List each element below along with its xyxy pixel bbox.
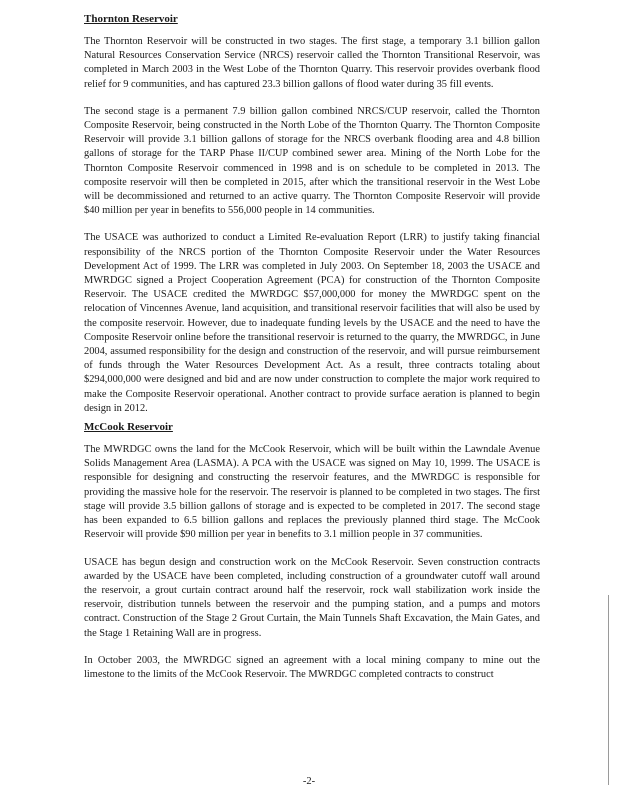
page-number: -2- (302, 776, 316, 787)
page-content (84, 12, 540, 682)
paragraph: The second stage is a permanent 7.9 billion gallon combined NRCS/CUP reservoir, called the Thornton Composite Reservoir, being constructed in the North Lobe of the Thornton Quarry. The Thornton Composite Reservoir will provide 3.1 billion gallons of storage for the NRCS overbank flooding area and 4.8 billion gallons of storage for the TARP Phase II/CUP combined sewer area. Mining of the North Lobe for the Thornton Composite Reservoir commenced in 1998 and is on schedule to be completed in 2013. The composite reservoir will then be completed in 2015, after which the transitional reservoir in the West Lobe will be decommissioned and returned to an active quarry. The Thornton Composite Reservoir will provide $40 million per year in benefits to 556,000 people in 14 communities. (84, 105, 540, 217)
section-heading: Thornton Reservoir (84, 13, 178, 25)
paragraph: In October 2003, the MWRDGC signed an agreement with a local mining company to mine out the limestone to the limits of the McCook Reservoir. The MWRDGC completed contracts to construct (84, 654, 540, 680)
paragraph: USACE has begun design and construction work on the McCook Reservoir. Seven construction contracts awarded by the USACE have been completed, including construction of a groundwater cutoff wall around the reservoir, a grout curtain contract around half the reservoir, rock wall stabilization work inside the reservoir, distribution tunnels between the reservoir and the pumping station, and a pumps and motors contract. Construction of the Stage 2 Grout Curtain, the Main Tunnels Shaft Excavation, the Main Gates, and the Stage 1 Retaining Wall are in progress. (84, 556, 540, 639)
margin-scan-line (608, 595, 609, 785)
paragraph: The Thornton Reservoir will be constructed in two stages. The first stage, a temporary 3.1 billion gallon Natural Resources Conservation Service (NRCS) reservoir called the Thornton Transitional Reservoir, was completed in March 2003 in the West Lobe of the Thornton Quarry. This reservoir provides overbank flood relief for 9 communities, and has captured 23.3 billion gallons of flood water during 35 fill events. (84, 36, 540, 90)
section-heading: McCook Reservoir (84, 421, 173, 434)
paragraph: The USACE was authorized to conduct a Limited Re-evaluation Report (LRR) to justify taking financial responsibility of the NRCS portion of the Thornton Composite Reservoir under the Water Resources Development Act of 1999. The LRR was completed in July 2003. On September 18, 2003 the USACE and MWRDGC signed a Project Cooperation Agreement (PCA) for construction of the Thornton Composite Reservoir. The USACE credited the MWRDGC $57,000,000 for money the MWRDGC spent on the relocation of Vincennes Avenue, land acquisition, and transitional reservoir facilities that will also be used by the composite reservoir. However, due to inadequate funding levels by the USACE and the need to have the Composite Reservoir online before the transitional reservoir is returned to the quarry, the MWRDGC, in June 2004, assumed responsibility for the design and construction of the reservoir, and will pursue reimbursement of funds through the Water Resources Development Act. As a result, three contracts totaling about $294,000,000 were designed and bid and are now under construction to complete the major work required to make the Composite Reservoir operational. Another contract to provide surface aeration is planned to begin design in 2012. (84, 232, 540, 414)
section-thornton-reservoir (84, 12, 540, 416)
section-mccook-reservoir (84, 420, 540, 682)
paragraph: The MWRDGC owns the land for the McCook Reservoir, which will be built within the Lawndale Avenue Solids Management Area (LASMA). A PCA with the USACE was signed on May 10, 1999. The USACE is responsible for designing and constructing the reservoir features, and the MWRDGC is responsible for providing the massive hole for the reservoir. The reservoir is planned to be completed in two stages. The first stage will provide 3.5 billion gallons of storage and is expected to be completed in 2017. The second stage has been expanded to 6.5 billion gallons and replaces the previously planned third stage. The McCook Reservoir will provide $90 million per year in benefits to 3.1 million people in 37 communities. (84, 444, 540, 541)
